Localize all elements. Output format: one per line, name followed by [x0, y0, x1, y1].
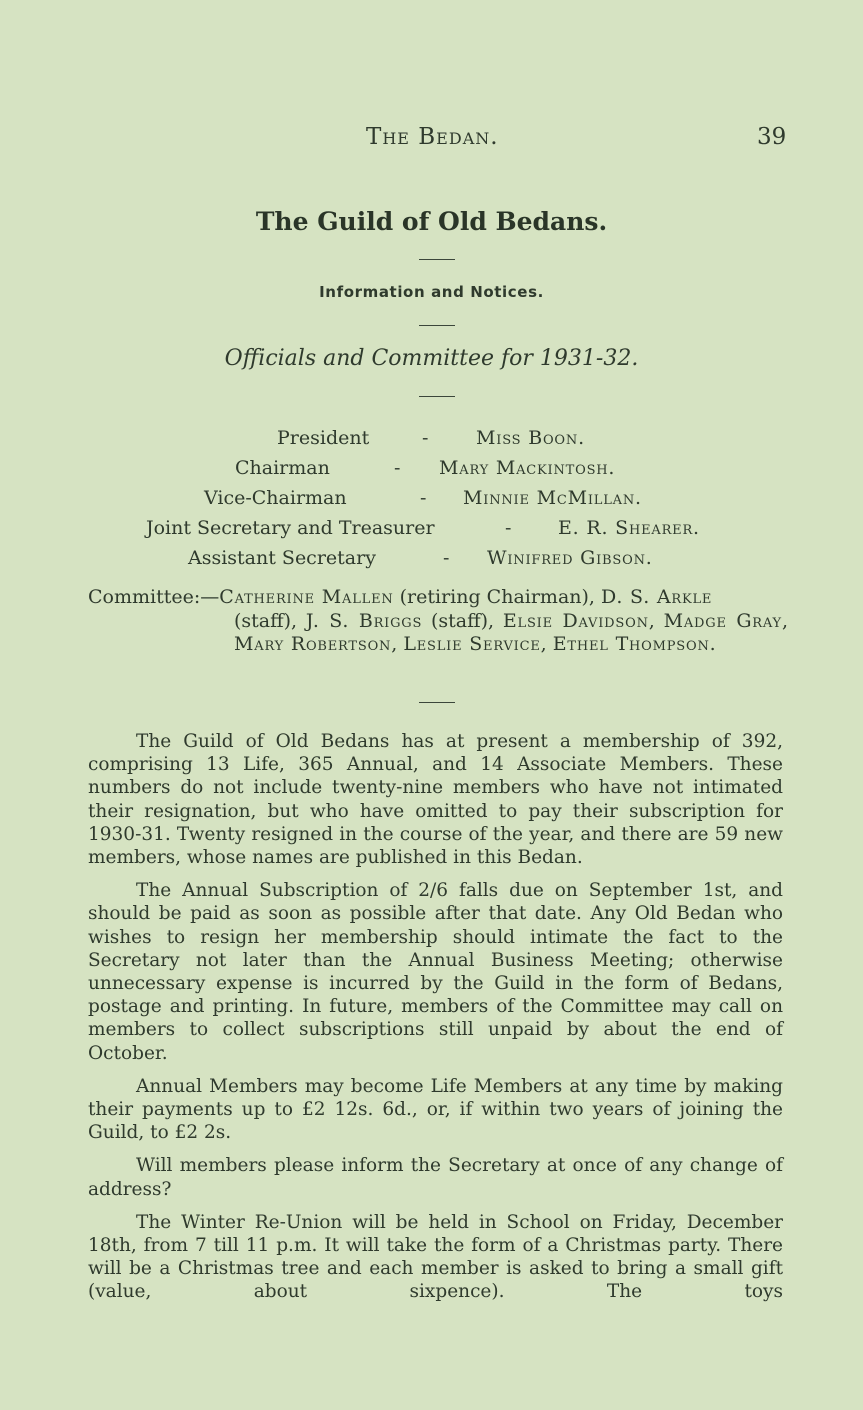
article-subtitle: Information and Notices.	[319, 283, 544, 301]
running-header	[0, 124, 863, 154]
committee-separator: ,	[781, 609, 788, 632]
official-row-assistant-secretary	[0, 547, 863, 577]
paragraph-membership: The Guild of Old Bedans has at present a membership of 392, comprising 13 Life, 365 Annual, and 14 Associate Members. These numbers do not include twenty-nine members who have not intimated their resignation, but who have omitted to pay their subscription for 1930-31. Twenty resigned in the course of the year, and there are 59 new members, whose names are published in this Bedan.	[88, 731, 783, 869]
official-row-president	[0, 427, 863, 457]
official-name: E. R. Shearer.	[558, 517, 700, 539]
committee-end: .	[709, 633, 716, 655]
committee-separator: ,	[648, 609, 664, 632]
official-name: Mary Mackintosh.	[439, 457, 616, 479]
divider-rule	[419, 396, 455, 397]
committee-member: J. S. Briggs	[305, 609, 423, 632]
committee-first-line	[88, 586, 788, 610]
committee-note: (staff),	[422, 609, 503, 632]
official-name: Winifred Gibson.	[487, 547, 653, 569]
committee-note: (retiring Chairman),	[393, 586, 602, 608]
divider-rule	[419, 325, 455, 326]
official-role: President	[277, 427, 370, 449]
official-row-joint-secretary	[0, 517, 863, 547]
official-dash: -	[394, 457, 401, 479]
official-row-chairman	[0, 457, 863, 487]
official-dash: -	[505, 517, 512, 539]
official-row-vice-chairman	[0, 487, 863, 517]
committee-member: Catherine Mallen	[219, 586, 394, 608]
committee-member: Ethel Thompson	[552, 633, 710, 655]
paragraph-subscription: The Annual Subscription of 2/6 falls due on September 1st, and should be paid as soon as possible after that date. Any Old Bedan who wishes to resign her membership should intimate the fact to the Secretary not later than the Annual Business Meeting; otherwise unnecessary expense is incurred by the Guild in the form of Bedans, postage and printing. In future, members of the Committee may call on members to collect subscriptions still unpaid by about the end of October.	[88, 880, 783, 1064]
page-number: 39	[757, 124, 787, 150]
paragraph-life-members: Annual Members may become Life Members at any time by making their payments up to £2 12s. 6d., or, if within two years of joining the Guild, to £2 2s.	[88, 1075, 783, 1144]
committee-member: D. S. Arkle	[601, 586, 713, 608]
committee-member: Leslie Service	[403, 633, 541, 655]
official-dash: -	[420, 487, 427, 509]
paragraph-winter-reunion: The Winter Re-Union will be held in School on Friday, December 18th, from 7 till 11 p.m. It will take the form of a Christmas party. There will be a Christmas tree and each member is asked to bring a small gift (value, about sixpence). The toys	[88, 1211, 783, 1303]
committee-member: Mary Robertson	[234, 633, 392, 655]
official-name: Minnie McMillan.	[463, 487, 642, 509]
committee-label: Committee:—	[88, 586, 220, 608]
committee-member: Madge Gray	[663, 609, 782, 632]
divider-rule	[419, 259, 455, 260]
running-title: The Bedan.	[366, 124, 499, 150]
official-dash: -	[422, 427, 429, 449]
official-role: Assistant Secretary	[188, 547, 376, 569]
paragraph-change-of-address: Will members please inform the Secretary at once of any change of address?	[88, 1155, 783, 1200]
committee-separator: ,	[540, 633, 553, 655]
officials-heading: Officials and Committee for 1931-32.	[224, 346, 639, 371]
official-role: Vice-Chairman	[204, 487, 347, 509]
committee-member: Elsie Davidson	[502, 609, 649, 632]
body-text	[88, 730, 783, 1314]
committee-list	[88, 586, 788, 657]
committee-note: (staff),	[234, 609, 306, 632]
article-title: The Guild of Old Bedans.	[255, 207, 608, 236]
committee-continuation	[234, 610, 788, 657]
official-role: Chairman	[235, 457, 330, 479]
official-name: Miss Boon.	[476, 427, 585, 449]
official-dash: -	[443, 547, 450, 569]
committee-separator: ,	[391, 633, 404, 655]
divider-rule	[419, 702, 455, 703]
official-role: Joint Secretary and Treasurer	[146, 517, 435, 539]
